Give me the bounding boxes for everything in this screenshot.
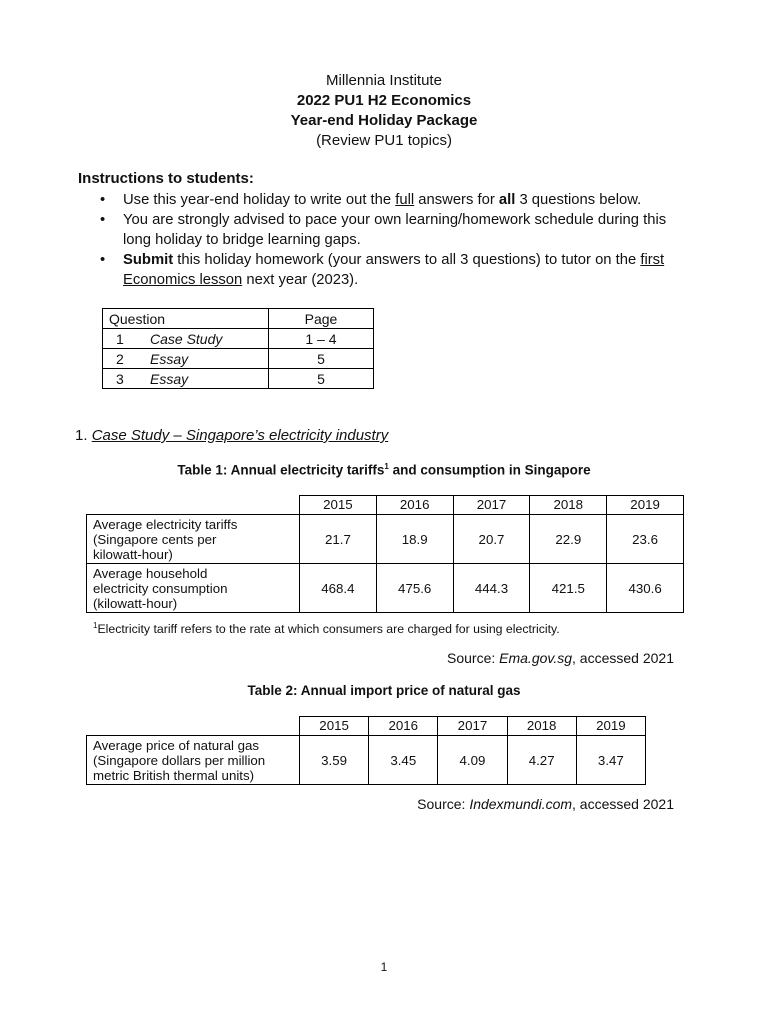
table-row — [87, 736, 646, 785]
source-line-1 — [447, 650, 674, 666]
instruction-text: next year (2023). — [242, 272, 359, 288]
row-label-consumption — [87, 564, 300, 613]
source-suffix: , accessed 2021 — [572, 796, 674, 812]
table-header-row — [103, 309, 374, 329]
label-line: (Singapore cents per — [93, 531, 217, 547]
instruction-text: answers for — [414, 192, 499, 208]
value-cell: 22.9 — [530, 515, 607, 564]
value-cell: 3.59 — [300, 736, 369, 785]
instruction-text: 3 questions below. — [515, 192, 642, 208]
value-cell: 21.7 — [300, 515, 377, 564]
year-cell: 2015 — [300, 717, 369, 736]
page-number: 1 — [380, 960, 388, 974]
footnote-text: Electricity tariff refers to the rate at which consumers are charged for using electricity. — [97, 622, 560, 637]
section-title: Case Study – Singapore’s electricity industry — [91, 427, 389, 444]
package-subtitle: (Review PU1 topics) — [316, 132, 452, 149]
header-page: Page — [269, 309, 374, 329]
emphasis-submit: Submit — [123, 252, 174, 268]
value-cell: 4.09 — [438, 736, 507, 785]
section-number: 1. — [75, 427, 88, 444]
table-row — [87, 564, 684, 613]
institute-name: Millennia Institute — [326, 72, 442, 89]
table-row — [103, 349, 374, 369]
section-heading — [75, 427, 388, 444]
package-title: Year-end Holiday Package — [290, 112, 478, 129]
label-line: Average electricity tariffs — [93, 516, 238, 532]
instruction-item-3 — [100, 250, 680, 290]
question-type: Essay — [144, 349, 269, 369]
instruction-item-2 — [100, 210, 680, 250]
natural-gas-table — [86, 716, 646, 785]
label-line: (kilowatt-hour) — [93, 595, 178, 611]
question-page: 1 – 4 — [269, 329, 374, 349]
value-cell: 18.9 — [376, 515, 453, 564]
value-cell: 421.5 — [530, 564, 607, 613]
label-line: (Singapore dollars per million — [93, 752, 266, 768]
label-line: Average household — [93, 565, 208, 581]
empty-corner-cell — [87, 496, 300, 515]
source-line-2 — [417, 796, 674, 812]
label-line: kilowatt-hour) — [93, 546, 173, 562]
value-cell: 430.6 — [607, 564, 684, 613]
question-table — [102, 308, 374, 389]
table2-caption: Table 2: Annual import price of natural gas — [247, 683, 521, 698]
footnote-marker: 1 — [93, 621, 98, 630]
year-cell: 2017 — [438, 717, 507, 736]
instruction-text: You are strongly advised to pace your own learning/homework schedule during this long holiday to bridge learning gaps. — [123, 212, 667, 248]
instruction-item-1 — [100, 190, 680, 210]
question-number: 3 — [103, 369, 145, 389]
instruction-text: this holiday homework (your answers to all 3 questions) to tutor on the — [173, 252, 641, 268]
year-cell: 2018 — [530, 496, 607, 515]
value-cell: 444.3 — [453, 564, 530, 613]
row-label-gas-price — [87, 736, 300, 785]
question-page: 5 — [269, 369, 374, 389]
emphasis-lesson: first Economics lesson — [123, 252, 665, 288]
value-cell: 4.27 — [507, 736, 576, 785]
value-cell: 475.6 — [376, 564, 453, 613]
year-cell: 2017 — [453, 496, 530, 515]
emphasis-full: full — [395, 192, 415, 208]
question-type: Case Study — [144, 329, 269, 349]
year-cell: 2018 — [507, 717, 576, 736]
source-prefix: Source: — [447, 650, 500, 666]
table-row — [103, 329, 374, 349]
header-question: Question — [103, 309, 269, 329]
year-cell: 2019 — [576, 717, 645, 736]
question-type: Essay — [144, 369, 269, 389]
label-line: metric British thermal units) — [93, 767, 255, 783]
instructions-list — [100, 190, 680, 290]
value-cell: 23.6 — [607, 515, 684, 564]
course-title: 2022 PU1 H2 Economics — [296, 92, 472, 109]
footnote — [93, 621, 560, 636]
question-number: 2 — [103, 349, 145, 369]
source-site: Ema.gov.sg — [499, 650, 573, 666]
table-row — [103, 369, 374, 389]
year-cell: 2016 — [369, 717, 438, 736]
value-cell: 468.4 — [300, 564, 377, 613]
instruction-text: Use this year-end holiday to write out the — [123, 192, 396, 208]
question-number: 1 — [103, 329, 145, 349]
caption-superscript: 1 — [384, 462, 389, 471]
electricity-table — [86, 495, 684, 613]
emphasis-all: all — [498, 192, 516, 208]
label-line: Average price of natural gas — [93, 737, 260, 753]
caption-text: Table 1: Annual electricity tariffs — [177, 462, 385, 478]
table1-caption — [0, 462, 768, 478]
source-prefix: Source: — [417, 796, 470, 812]
value-cell: 3.47 — [576, 736, 645, 785]
label-line: electricity consumption — [93, 580, 228, 596]
value-cell: 3.45 — [369, 736, 438, 785]
year-cell: 2019 — [607, 496, 684, 515]
year-cell: 2016 — [376, 496, 453, 515]
caption-text: and consumption in Singapore — [388, 462, 591, 478]
year-cell: 2015 — [300, 496, 377, 515]
empty-corner-cell — [87, 717, 300, 736]
value-cell: 20.7 — [453, 515, 530, 564]
source-suffix: , accessed 2021 — [572, 650, 674, 666]
table-row — [87, 515, 684, 564]
question-page: 5 — [269, 349, 374, 369]
row-label-tariffs — [87, 515, 300, 564]
source-site: Indexmundi.com — [469, 796, 573, 812]
year-header-row — [87, 496, 684, 515]
instructions-heading: Instructions to students: — [78, 170, 254, 187]
year-header-row — [87, 717, 646, 736]
